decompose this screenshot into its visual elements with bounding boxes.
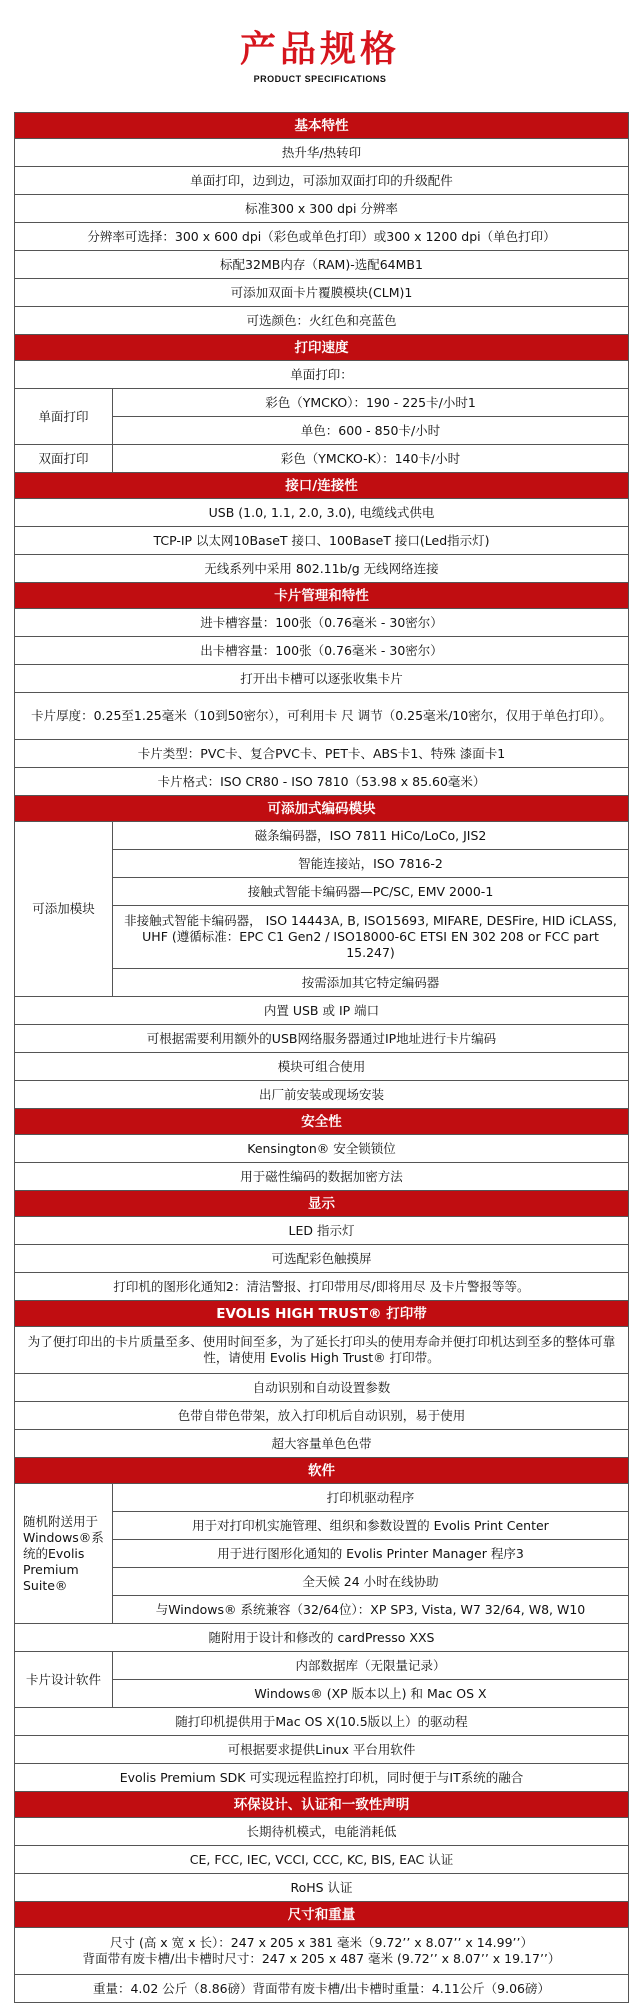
- spec-cell: 单色：600 - 850卡/小时: [113, 417, 629, 445]
- spec-cell: 全天候 24 小时在线协助: [113, 1568, 629, 1596]
- spec-row: [15, 195, 629, 223]
- spec-cell: 色带自带色带架，放入打印机后自动识别，易于使用: [15, 1402, 629, 1430]
- section-header-basic: [15, 113, 629, 139]
- spec-row: [15, 1081, 629, 1109]
- spec-cell: 热升华/热转印: [15, 139, 629, 167]
- spec-row: [15, 1736, 629, 1764]
- spec-row: [15, 693, 629, 740]
- spec-row: [15, 1163, 629, 1191]
- spec-cell: 随附用于设计和修改的 cardPresso XXS: [15, 1624, 629, 1652]
- spec-cell: 重量：4.02 公斤（8.86磅）背面带有废卡槽/出卡槽时重量：4.11公斤（9.06磅）: [15, 1975, 629, 2003]
- spec-cell: 单面打印：: [15, 361, 629, 389]
- spec-row: [15, 1245, 629, 1273]
- spec-cell: 智能连接站，ISO 7816-2: [113, 850, 629, 878]
- spec-row: [15, 1053, 629, 1081]
- section-title: 软件: [15, 1458, 629, 1484]
- spec-cell: Windows® (XP 版本以上) 和 Mac OS X: [113, 1680, 629, 1708]
- section-title: 基本特性: [15, 113, 629, 139]
- section-title: 安全性: [15, 1109, 629, 1135]
- spec-row: [15, 499, 629, 527]
- group-label: 随机附送用于Windows®系统的Evolis Premium Suite®: [15, 1484, 113, 1624]
- section-title: 环保设计、认证和一致性声明: [15, 1792, 629, 1818]
- section-header-print-speed: [15, 335, 629, 361]
- spec-row: [15, 167, 629, 195]
- spec-cell: 为了便打印出的卡片质量至多、使用时间至多，为了延长打印头的使用寿命并便打印机达到至多的整体可靠性，请使用 Evolis High Trust® 打印带。: [15, 1327, 629, 1374]
- page-subtitle: PRODUCT SPECIFICATIONS: [253, 74, 387, 84]
- spec-row: [15, 609, 629, 637]
- spec-row: [15, 740, 629, 768]
- spec-cell: CE, FCC, IEC, VCCI, CCC, KC, BIS, EAC 认证: [15, 1846, 629, 1874]
- spec-row: [15, 1874, 629, 1902]
- spec-row: [15, 307, 629, 335]
- spec-row: [15, 768, 629, 796]
- spec-row: [15, 1928, 629, 1975]
- spec-cell: 打印机的图形化通知2：清洁警报、打印带用尽/即将用尽 及卡片警报等等。: [15, 1273, 629, 1301]
- spec-row: [15, 1273, 629, 1301]
- spec-row: [15, 279, 629, 307]
- spec-cell: 用于磁性编码的数据加密方法: [15, 1163, 629, 1191]
- spec-cell: 标准300 x 300 dpi 分辨率: [15, 195, 629, 223]
- spec-row: [15, 1652, 629, 1680]
- spec-cell: 用于进行图形化通知的 Evolis Printer Manager 程序3: [113, 1540, 629, 1568]
- spec-row: [15, 997, 629, 1025]
- spec-row: [15, 555, 629, 583]
- group-label: 卡片设计软件: [15, 1652, 113, 1708]
- spec-row: [15, 139, 629, 167]
- dimensions-rear-line: 背面带有废卡槽/出卡槽时尺寸：247 x 205 x 487 毫米 (9.72’’ x 8.07’’ x 19.17’’）: [82, 1951, 561, 1966]
- spec-row: [15, 1975, 629, 2003]
- spec-row: [15, 361, 629, 389]
- spec-cell: 按需添加其它特定编码器: [113, 969, 629, 997]
- spec-cell: 分辨率可选择：300 x 600 dpi（彩色或单色打印）或300 x 1200 dpi（单色打印）: [15, 223, 629, 251]
- spec-cell: 内部数据库（无限量记录）: [113, 1652, 629, 1680]
- spec-cell: 超大容量单色色带: [15, 1430, 629, 1458]
- spec-cell: 可选颜色：火红色和亮蓝色: [15, 307, 629, 335]
- spec-cell: 模块可组合使用: [15, 1053, 629, 1081]
- section-title: 显示: [15, 1191, 629, 1217]
- section-header-display: [15, 1191, 629, 1217]
- section-header-interfaces: [15, 473, 629, 499]
- spec-cell: 接触式智能卡编码器—PC/SC, EMV 2000-1: [113, 878, 629, 906]
- spec-row: [15, 223, 629, 251]
- spec-cell: 可根据需要利用额外的USB网络服务器通过IP地址进行卡片编码: [15, 1025, 629, 1053]
- spec-row: [15, 389, 629, 417]
- spec-row: [15, 665, 629, 693]
- section-title: 尺寸和重量: [15, 1902, 629, 1928]
- spec-cell: [15, 1928, 629, 1975]
- spec-cell: 卡片类型：PVC卡、复合PVC卡、PET卡、ABS卡1、特殊 漆面卡1: [15, 740, 629, 768]
- spec-cell: USB (1.0, 1.1, 2.0, 3.0), 电缆线式供电: [15, 499, 629, 527]
- spec-cell: 出厂前安装或现场安装: [15, 1081, 629, 1109]
- spec-cell: Evolis Premium SDK 可实现远程监控打印机，同时便于与IT系统的融合: [15, 1764, 629, 1792]
- spec-cell: 用于对打印机实施管理、组织和参数设置的 Evolis Print Center: [113, 1512, 629, 1540]
- section-header-software: [15, 1458, 629, 1484]
- spec-row: [15, 1624, 629, 1652]
- spec-cell: 可添加双面卡片覆膜模块(CLM)1: [15, 279, 629, 307]
- spec-cell: 自动识别和自动设置参数: [15, 1374, 629, 1402]
- spec-cell: 磁条编码器，ISO 7811 HiCo/LoCo, JIS2: [113, 822, 629, 850]
- section-header-eco-certifications: [15, 1792, 629, 1818]
- spec-row: [15, 445, 629, 473]
- spec-cell: RoHS 认证: [15, 1874, 629, 1902]
- group-label: 双面打印: [15, 445, 113, 473]
- spec-row: [15, 637, 629, 665]
- spec-cell: 随打印机提供用于Mac OS X(10.5版以上）的驱动程: [15, 1708, 629, 1736]
- section-title: 打印速度: [15, 335, 629, 361]
- section-title: 可添加式编码模块: [15, 796, 629, 822]
- section-title: 接口/连接性: [15, 473, 629, 499]
- spec-row: [15, 1484, 629, 1512]
- spec-cell: 与Windows® 系统兼容（32/64位）：XP SP3, Vista, W7 32/64, W8, W10: [113, 1596, 629, 1624]
- page-header: [0, 0, 640, 100]
- spec-row: [15, 251, 629, 279]
- spec-row: [15, 1764, 629, 1792]
- page-title: 产品规格: [239, 29, 400, 70]
- spec-cell: 单面打印，边到边，可添加双面打印的升级配件: [15, 167, 629, 195]
- spec-row: [15, 1402, 629, 1430]
- spec-row: [15, 1708, 629, 1736]
- spec-cell: 卡片格式：ISO CR80 - ISO 7810（53.98 x 85.60毫米）: [15, 768, 629, 796]
- group-label: 单面打印: [15, 389, 113, 445]
- spec-row: [15, 1374, 629, 1402]
- dimensions-line: 尺寸 (高 x 宽 x 长）：247 x 205 x 381 毫米（9.72’’ x 8.07’’ x 14.99’’）: [109, 1935, 533, 1950]
- spec-cell: LED 指示灯: [15, 1217, 629, 1245]
- spec-row: [15, 1217, 629, 1245]
- section-header-card-management: [15, 583, 629, 609]
- group-label: 可添加模块: [15, 822, 113, 997]
- spec-row: [15, 1025, 629, 1053]
- spec-cell: 彩色（YMCKO-K）：140卡/小时: [113, 445, 629, 473]
- spec-row: [15, 1430, 629, 1458]
- spec-cell: 标配32MB内存（RAM)-选配64MB1: [15, 251, 629, 279]
- spec-cell: TCP-IP 以太网10BaseT 接口、100BaseT 接口(Led指示灯): [15, 527, 629, 555]
- spec-row: [15, 1327, 629, 1374]
- spec-cell: 内置 USB 或 IP 端口: [15, 997, 629, 1025]
- spec-row: [15, 527, 629, 555]
- spec-row: [15, 822, 629, 850]
- spec-cell: 可选配彩色触摸屏: [15, 1245, 629, 1273]
- spec-cell: 长期待机模式，电能消耗低: [15, 1818, 629, 1846]
- spec-cell: 非接触式智能卡编码器， ISO 14443A, B, ISO15693, MIFARE, DESFire, HID iCLASS, UHF (遵循标准：EPC C1 Gen2 / ISO18000-6C ETSI EN 302 208 or FCC part 15.247): [113, 906, 629, 969]
- spec-cell: 可根据要求提供Linux 平台用软件: [15, 1736, 629, 1764]
- section-header-dimensions: [15, 1902, 629, 1928]
- section-header-ribbons: [15, 1301, 629, 1327]
- section-title: 卡片管理和特性: [15, 583, 629, 609]
- spec-cell: Kensington® 安全锁锁位: [15, 1135, 629, 1163]
- spec-cell: 无线系列中采用 802.11b/g 无线网络连接: [15, 555, 629, 583]
- section-title: EVOLIS HIGH TRUST® 打印带: [15, 1301, 629, 1327]
- spec-cell: 彩色（YMCKO）：190 - 225卡/小时1: [113, 389, 629, 417]
- section-header-security: [15, 1109, 629, 1135]
- spec-cell: 出卡槽容量：100张（0.76毫米 - 30密尔）: [15, 637, 629, 665]
- spec-row: [15, 1818, 629, 1846]
- spec-table: [14, 112, 629, 2003]
- spec-cell: 进卡槽容量：100张（0.76毫米 - 30密尔）: [15, 609, 629, 637]
- section-header-encoding-modules: [15, 796, 629, 822]
- spec-cell: 卡片厚度：0.25至1.25毫米（10到50密尔），可利用卡 尺 调节（0.25毫米/10密尔，仅用于单色打印）。: [15, 693, 629, 740]
- spec-row: [15, 1846, 629, 1874]
- spec-row: [15, 1135, 629, 1163]
- spec-cell: 打开出卡槽可以逐张收集卡片: [15, 665, 629, 693]
- spec-cell: 打印机驱动程序: [113, 1484, 629, 1512]
